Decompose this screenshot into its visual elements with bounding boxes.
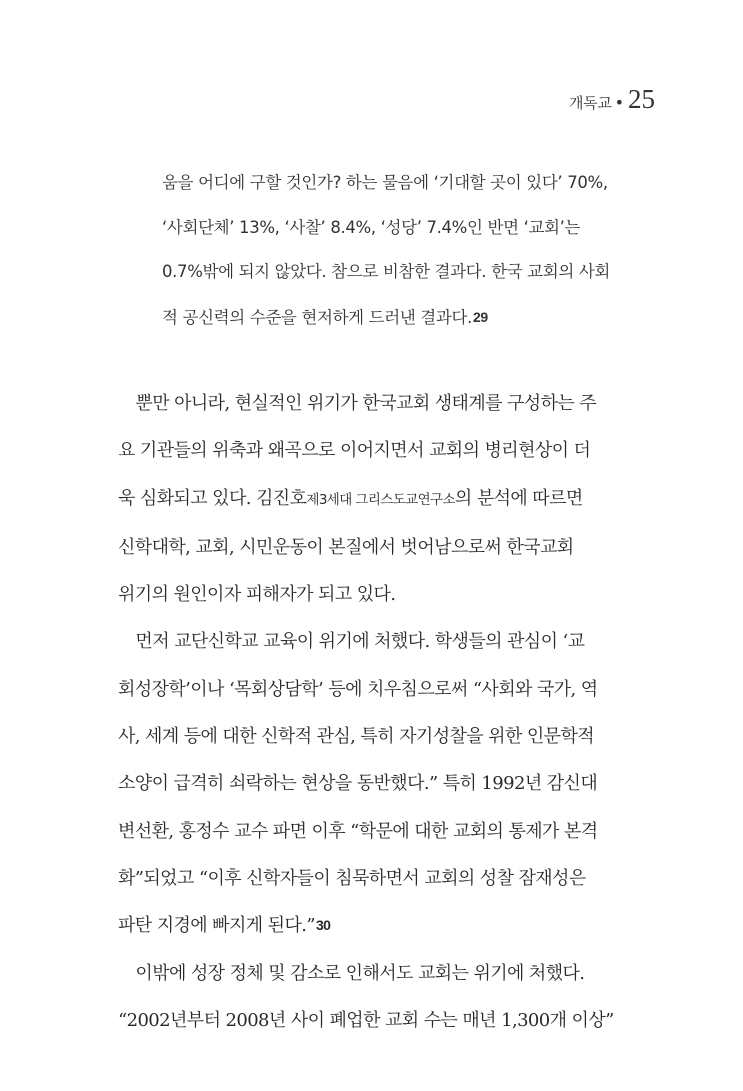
quote-line: ‘사회단체’ 13%, ‘사찰’ 8.4%, ‘성당’ 7.4%인 반면 ‘교회’는 — [162, 217, 581, 237]
footnote-marker[interactable]: 29 — [472, 308, 488, 325]
quote-line — [162, 295, 662, 341]
text-line: 먼저 교단신학교 교육이 위기에 처했다. 학생들의 관심이 ‘교 — [135, 631, 585, 653]
quote-line-text: 적 공신력의 수준을 현저하게 드러낸 결과다. — [162, 307, 472, 327]
text-line: 위기의 원인이자 피해자가 되고 있다. — [118, 584, 396, 606]
quote-line: 0.7%밖에 되지 않았다. 참으로 비참한 결과다. 한국 교회의 사회 — [162, 262, 611, 281]
quote-line: 움을 어디에 구할 것인가? 하는 물음에 ‘기대할 곳이 있다’ 70%, — [162, 173, 608, 192]
running-header — [569, 84, 655, 115]
text-line: 신학대학, 교회, 시민운동이 본질에서 벗어남으로써 한국교회 — [118, 536, 574, 558]
text-line: 변선환, 홍정수 교수 파면 이후 “학문에 대한 교회의 통제가 본격 — [118, 820, 598, 842]
block-quote — [162, 161, 662, 340]
body-text — [118, 380, 663, 1044]
text-line: 사, 세계 등에 대한 신학적 관심, 특히 자기성찰을 위한 인문학적 — [118, 726, 595, 748]
author-affiliation: 제3세대 그리스도교연구소 — [306, 491, 455, 508]
section-title: 개독교 — [568, 94, 612, 112]
text-line: 뿐만 아니라, 현실적인 위기가 한국교회 생태계를 구성하는 주 — [135, 393, 597, 414]
text-line: 이밖에 성장 정체 및 감소로 인해서도 교회는 위기에 처했다. — [135, 962, 585, 984]
footnote-marker[interactable]: 30 — [315, 917, 331, 934]
page-number: 25 — [628, 84, 655, 114]
header-separator: • — [614, 93, 624, 112]
text-line: “2002년부터 2008년 사이 폐업한 교회 수는 매년 1,300개 이상” — [118, 1009, 614, 1031]
text-line: 회성장학’이나 ‘목회상담학’ 등에 치우침으로써 “사회와 국가, 역 — [118, 678, 598, 700]
text-line: 소양이 급격히 쇠락하는 현상을 동반했다.” 특히 1992년 감신대 — [118, 773, 598, 795]
text-line: 화”되었고 “이후 신학자들이 침묵하면서 교회의 성찰 잠재성은 — [118, 867, 586, 889]
text-line: 욱 심화되고 있다. 김진호제3세대 그리스도교연구소의 분석에 따르면 — [118, 487, 583, 509]
text-line: 요 기관들의 위축과 왜곡으로 이어지면서 교회의 병리현상이 더 — [118, 440, 591, 462]
text-line: 파탄 지경에 빠지게 된다.”30 — [118, 915, 331, 937]
